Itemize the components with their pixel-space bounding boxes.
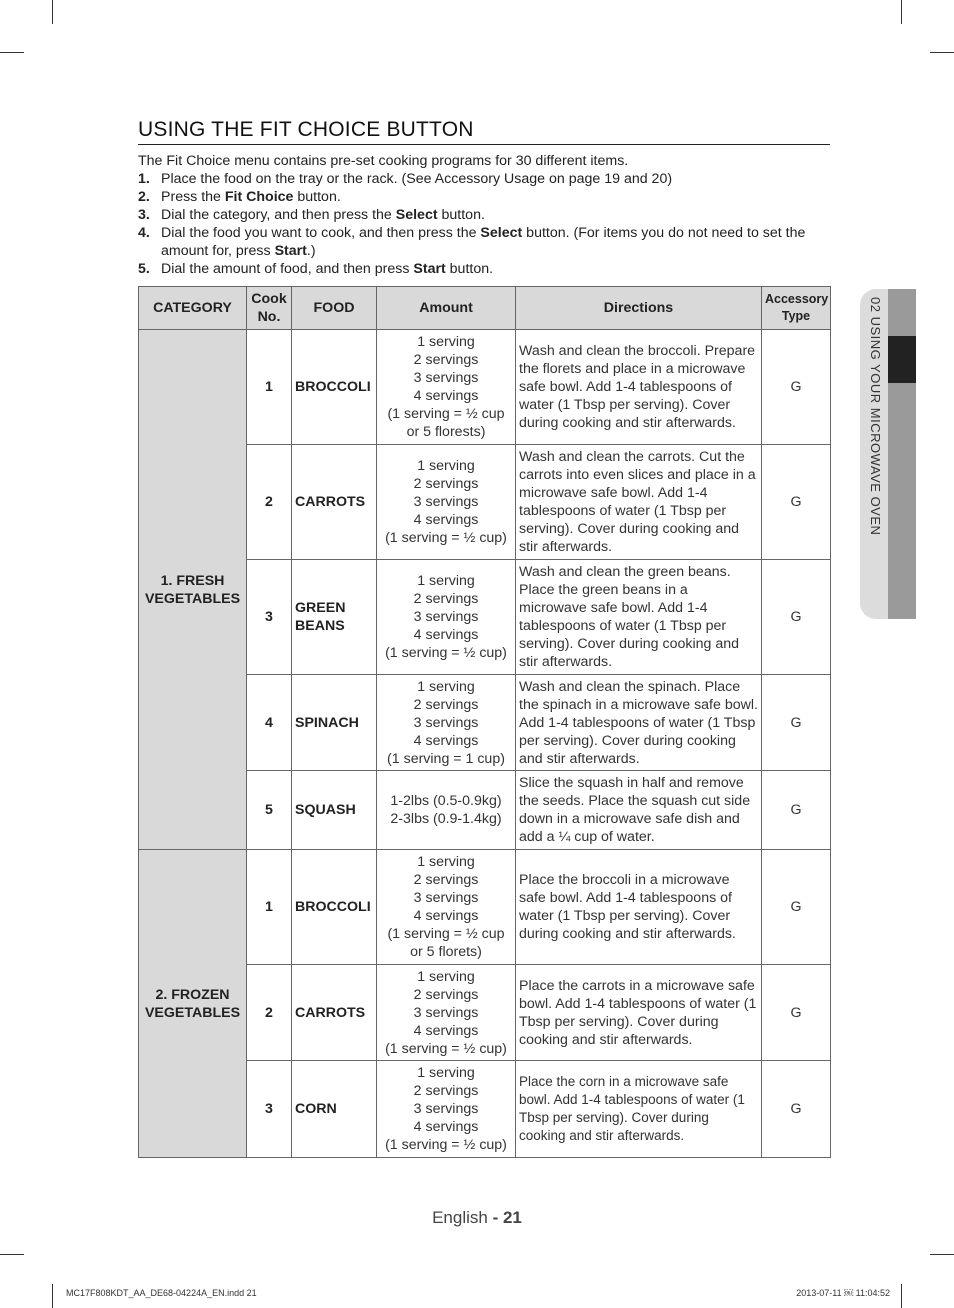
- fit-choice-table: [138, 286, 831, 1158]
- category-text: VEGETABLES: [144, 1004, 241, 1021]
- step-text: [161, 188, 830, 206]
- amount-line: 4 servings: [413, 512, 479, 528]
- amount-line: 1 serving: [417, 854, 475, 870]
- accessory-type: G: [762, 675, 831, 771]
- step-item: [138, 260, 830, 278]
- amount-cell: [377, 675, 516, 771]
- food-name: BROCCOLI: [292, 850, 377, 965]
- amount-cell: [377, 330, 516, 445]
- amount-line: (1 serving = ½ cup): [385, 645, 507, 661]
- step-text-part: button.: [445, 261, 494, 277]
- step-keyword: Start: [413, 261, 446, 277]
- amount-cell: [377, 771, 516, 850]
- table-row: [139, 850, 831, 965]
- amount-line: 1 serving: [417, 1065, 475, 1081]
- cook-no: 2: [247, 965, 292, 1061]
- accessory-type: G: [762, 445, 831, 560]
- date-stamp: 2013-07-11 ￼ 11:04:52: [796, 1288, 890, 1298]
- step-item: [138, 224, 830, 260]
- amount-cell: [377, 445, 516, 560]
- directions-cell: Place the corn in a microwave safe bowl. Add 1-4 tablespoons of water (1 Tbsp per serving). Cover during cooking and stir afterwards.: [516, 1061, 762, 1158]
- amount-line: 1 serving: [417, 334, 475, 350]
- step-text-part: button. (For items you do not need to set the amount for, press: [161, 225, 806, 259]
- amount-cell: [377, 850, 516, 965]
- step-text-part: Dial the amount of food, and then press: [161, 261, 414, 277]
- food-name: CARROTS: [292, 965, 377, 1061]
- step-text: [161, 206, 830, 224]
- directions-cell: Slice the squash in half and remove the seeds. Place the squash cut side down in a microwave safe dish and add a ¼ cup of water.: [516, 771, 762, 850]
- category-text: 2. FROZEN: [155, 986, 230, 1003]
- step-text-part: Dial the food you want to cook, and then press the: [161, 225, 481, 241]
- directions-cell: Place the carrots in a microwave safe bowl. Add 1-4 tablespoons of water (1 Tbsp per serving). Cover during cooking and stir afterwards.: [516, 965, 762, 1061]
- amount-line: (1 serving = ½ cup): [385, 1040, 507, 1057]
- directions-cell: Wash and clean the spinach. Place the spinach in a microwave safe bowl. Add 1-4 tablespoons of water (1 Tbsp per serving). Cover during cooking and stir afterwards.: [516, 675, 762, 771]
- step-text-part: Press the: [161, 189, 225, 205]
- file-info: MC17F808KDT_AA_DE68-04224A_EN.indd 21: [66, 1288, 257, 1298]
- header-directions: Directions: [516, 287, 762, 330]
- food-name: SQUASH: [292, 771, 377, 850]
- cook-no: 1: [247, 330, 292, 445]
- header-amount: Amount: [377, 287, 516, 330]
- cook-no: 3: [247, 1061, 292, 1158]
- food-name: BROCCOLI: [292, 330, 377, 445]
- step-number: 3.: [138, 207, 150, 223]
- accessory-type: G: [762, 1061, 831, 1158]
- amount-line: 1 serving: [417, 678, 475, 695]
- amount-line: 2-3lbs (0.9-1.4kg): [390, 811, 502, 827]
- table-row: [139, 330, 831, 445]
- category-cell: [139, 850, 247, 1158]
- header-text: Cook: [251, 291, 287, 307]
- accessory-type: G: [762, 330, 831, 445]
- footer-separator: -: [487, 1208, 503, 1227]
- crop-mark: [930, 1254, 954, 1255]
- amount-line: (1 serving = ½ cup: [387, 926, 505, 942]
- side-tab-marker: [888, 336, 916, 383]
- cook-no: 2: [247, 445, 292, 560]
- amount-line: 4 servings: [413, 1022, 479, 1039]
- step-keyword: Select: [480, 225, 523, 241]
- category-text: VEGETABLES: [144, 590, 241, 607]
- cook-no: 5: [247, 771, 292, 850]
- header-text: No.: [257, 309, 281, 325]
- amount-line: 2 servings: [413, 872, 479, 888]
- amount-line: 3 servings: [413, 890, 479, 906]
- category-text: 1. FRESH: [160, 572, 225, 589]
- category-cell: [139, 330, 247, 850]
- amount-line: 2 servings: [413, 591, 479, 607]
- amount-line: 1-2lbs (0.5-0.9kg): [390, 793, 502, 809]
- step-keyword: Select: [395, 207, 438, 223]
- step-text-part: Dial the category, and then press the: [161, 207, 396, 223]
- step-keyword: Start: [274, 243, 307, 259]
- directions-cell: Wash and clean the green beans. Place the green beans in a microwave safe bowl. Add 1-4 tablespoons of water (1 Tbsp per serving). Cover during cooking and stir afterwards.: [516, 560, 762, 675]
- intro-section: [138, 152, 830, 278]
- chapter-label: 02 USING YOUR MICROWAVE OVEN: [868, 297, 883, 536]
- header-food: FOOD: [292, 287, 377, 330]
- amount-line: 2 servings: [413, 476, 479, 492]
- amount-line: 3 servings: [413, 1101, 479, 1117]
- step-item: [138, 206, 830, 224]
- page-footer: [0, 1208, 954, 1228]
- cook-no: 4: [247, 675, 292, 771]
- amount-line: 4 servings: [413, 908, 479, 924]
- amount-line: 4 servings: [413, 1119, 479, 1135]
- amount-line: 2 servings: [413, 986, 479, 1003]
- amount-line: 2 servings: [413, 352, 479, 368]
- chapter-side-tab: [860, 289, 916, 619]
- step-text: [161, 224, 830, 260]
- header-cook-no: [247, 287, 292, 330]
- header-category: CATEGORY: [139, 287, 247, 330]
- crop-mark: [0, 1254, 24, 1255]
- crop-mark: [901, 0, 902, 24]
- accessory-type: G: [762, 771, 831, 850]
- food-name: CORN: [292, 1061, 377, 1158]
- amount-line: 4 servings: [413, 732, 479, 749]
- food-name: SPINACH: [292, 675, 377, 771]
- step-text-part: .): [306, 243, 316, 259]
- amount-line: or 5 florets): [410, 944, 482, 960]
- amount-line: 1 serving: [417, 458, 475, 474]
- table-header-row: [139, 287, 831, 330]
- amount-line: (1 serving = ½ cup: [387, 406, 505, 422]
- step-text-part: button.: [437, 207, 485, 223]
- directions-cell: Wash and clean the broccoli. Prepare the florets and place in a microwave safe bowl. Add 1-4 tablespoons of water (1 Tbsp per serving). Cover during cooking and stir afterwards.: [516, 330, 762, 445]
- directions-cell: Wash and clean the carrots. Cut the carrots into even slices and place in a microwave safe bowl. Add 1-4 tablespoons of water (1 Tbsp per serving). Cover during cooking and stir afterwards.: [516, 445, 762, 560]
- step-number: 5.: [138, 261, 150, 277]
- amount-line: (1 serving = ½ cup): [385, 1137, 507, 1153]
- step-item: [138, 170, 830, 188]
- amount-cell: [377, 560, 516, 675]
- step-text-part: button.: [293, 189, 341, 205]
- food-name: CARROTS: [292, 445, 377, 560]
- amount-line: 4 servings: [413, 388, 479, 404]
- crop-mark: [930, 52, 954, 53]
- step-text: Place the food on the tray or the rack. (See Accessory Usage on page 19 and 20): [161, 171, 673, 187]
- page-number: 21: [502, 1208, 522, 1227]
- amount-line: 1 serving: [417, 573, 475, 589]
- step-number: 4.: [138, 225, 150, 241]
- amount-line: 4 servings: [413, 627, 479, 643]
- footer-language: English: [432, 1208, 488, 1227]
- cook-no: 3: [247, 560, 292, 675]
- crop-mark: [901, 1284, 902, 1308]
- amount-line: 3 servings: [413, 494, 479, 510]
- crop-mark: [52, 0, 53, 24]
- crop-mark: [52, 1284, 53, 1308]
- accessory-type: G: [762, 560, 831, 675]
- header-accessory: [762, 287, 831, 330]
- intro-text: The Fit Choice menu contains pre-set cooking programs for 30 different items.: [138, 153, 629, 169]
- amount-line: 3 servings: [413, 370, 479, 386]
- step-keyword: Fit Choice: [224, 189, 294, 205]
- amount-line: 2 servings: [413, 696, 479, 713]
- step-text: [161, 260, 830, 278]
- amount-line: (1 serving = 1 cup): [387, 750, 505, 767]
- amount-cell: [377, 965, 516, 1061]
- step-number: 1.: [138, 171, 150, 187]
- food-name: GREEN BEANS: [292, 560, 377, 675]
- amount-line: or 5 florests): [406, 424, 486, 440]
- step-number: 2.: [138, 189, 150, 205]
- crop-mark: [0, 52, 24, 53]
- step-item: [138, 188, 830, 206]
- amount-line: 3 servings: [413, 1004, 479, 1021]
- amount-line: 1 serving: [417, 968, 475, 985]
- amount-line: 3 servings: [413, 609, 479, 625]
- header-text: Accessory: [765, 292, 829, 306]
- directions-cell: Place the broccoli in a microwave safe bowl. Add 1-4 tablespoons of water (1 Tbsp per serving). Cover during cooking and stir afterwards.: [516, 850, 762, 965]
- amount-line: 2 servings: [413, 1083, 479, 1099]
- header-text: Type: [781, 309, 811, 323]
- amount-line: 3 servings: [413, 714, 479, 731]
- accessory-type: G: [762, 850, 831, 965]
- amount-cell: [377, 1061, 516, 1158]
- cook-no: 1: [247, 850, 292, 965]
- page-title: USING THE FIT CHOICE BUTTON: [138, 118, 830, 145]
- accessory-type: G: [762, 965, 831, 1061]
- amount-line: (1 serving = ½ cup): [385, 530, 507, 546]
